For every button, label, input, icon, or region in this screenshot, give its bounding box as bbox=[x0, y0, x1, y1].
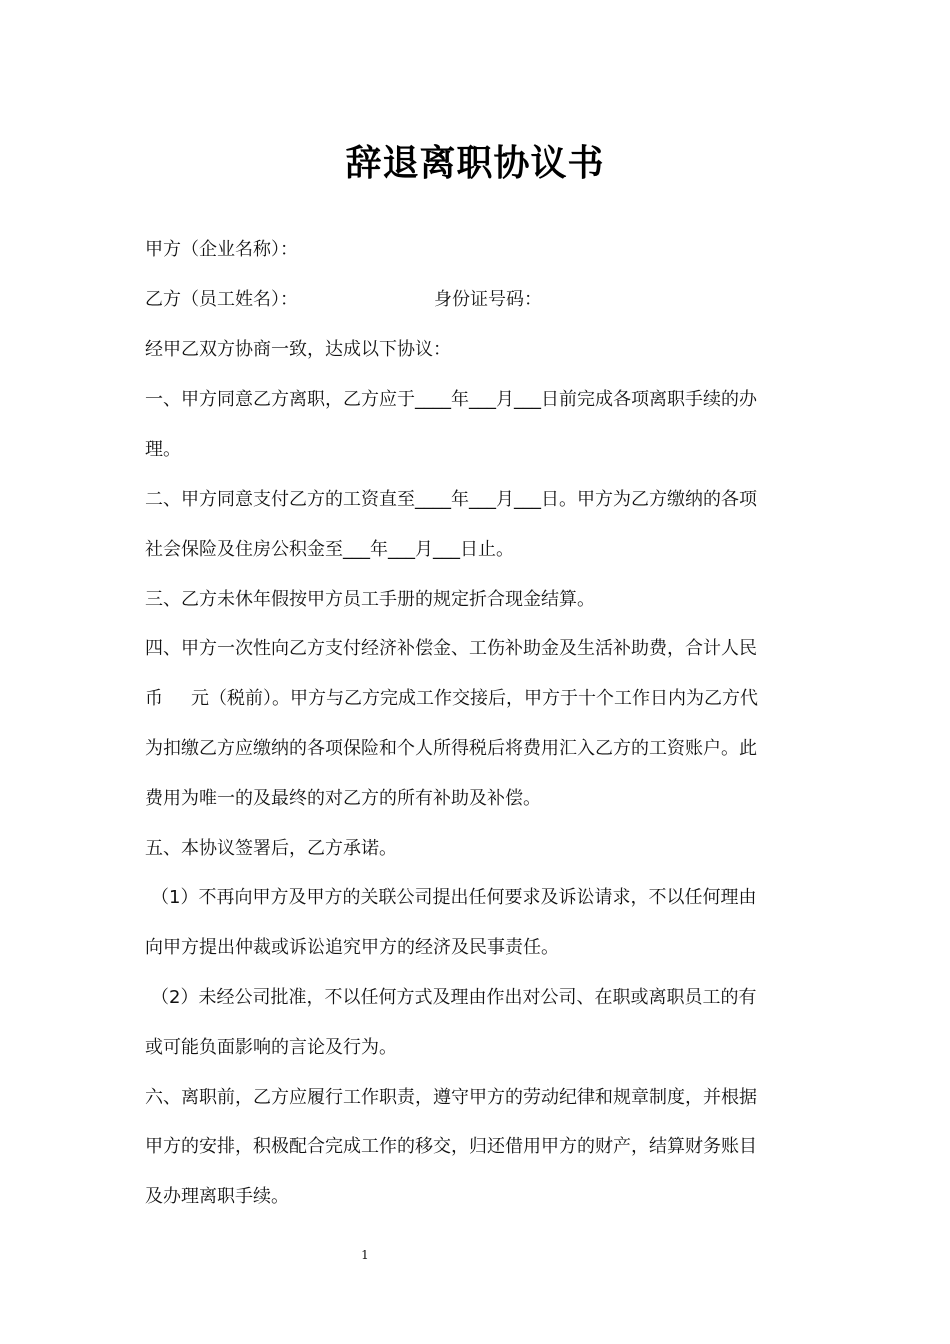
clause-1-line-2: 理。 bbox=[145, 439, 181, 460]
id-number-label: 身份证号码： bbox=[434, 289, 542, 310]
clause-4-currency-prefix: 币 bbox=[145, 688, 163, 709]
clause-1-line-1: 一、甲方同意乙方离职，乙方应于____年___月___日前完成各项离职手续的办 bbox=[145, 389, 757, 410]
clause-6-line-3: 及办理离职手续。 bbox=[145, 1186, 289, 1207]
party-b-line bbox=[145, 287, 810, 313]
clause-6-line-2: 甲方的安排，积极配合完成工作的移交，归还借用甲方的财产，结算财务账目 bbox=[145, 1136, 757, 1157]
clause-5-line-1: 五、本协议签署后，乙方承诺。 bbox=[145, 838, 397, 859]
document-title: 辞退离职协议书 bbox=[345, 143, 605, 184]
clause-5-item-2-line-1: （2）未经公司批准，不以任何方式及理由作出对公司、在职或离职员工的有 bbox=[151, 987, 757, 1008]
intro-line: 经甲乙双方协商一致，达成以下协议： bbox=[145, 339, 451, 360]
clause-4-line-2 bbox=[145, 686, 810, 712]
clause-4-line-1: 四、甲方一次性向乙方支付经济补偿金、工伤补助金及生活补助费，合计人民 bbox=[145, 638, 757, 659]
clause-6-line-1: 六、离职前，乙方应履行工作职责，遵守甲方的劳动纪律和规章制度，并根据 bbox=[145, 1087, 757, 1108]
clause-5-item-1-line-2: 向甲方提出仲裁或诉讼追究甲方的经济及民事责任。 bbox=[145, 937, 559, 958]
clause-3-line: 三、乙方未休年假按甲方员工手册的规定折合现金结算。 bbox=[145, 589, 595, 610]
clause-2-line-2: 社会保险及住房公积金至___年___月___日止。 bbox=[145, 539, 514, 560]
clause-4-line-2-text: 元（税前）。甲方与乙方完成工作交接后，甲方于十个工作日内为乙方代 bbox=[191, 688, 758, 709]
clause-5-item-2-line-2: 或可能负面影响的言论及行为。 bbox=[145, 1037, 397, 1058]
clause-4-line-4: 费用为唯一的及最终的对乙方的所有补助及补偿。 bbox=[145, 788, 541, 809]
page-number: 1 bbox=[361, 1248, 369, 1262]
clause-2-line-1: 二、甲方同意支付乙方的工资直至____年___月___日。甲方为乙方缴纳的各项 bbox=[145, 489, 757, 510]
clause-5-item-1-line-1: （1）不再向甲方及甲方的关联公司提出任何要求及诉讼请求，不以任何理由 bbox=[151, 887, 757, 908]
clause-4-line-3: 为扣缴乙方应缴纳的各项保险和个人所得税后将费用汇入乙方的工资账户。此 bbox=[145, 738, 757, 759]
party-b-label: 乙方（员工姓名）： bbox=[145, 289, 298, 310]
party-a-line: 甲方（企业名称）： bbox=[145, 239, 298, 260]
